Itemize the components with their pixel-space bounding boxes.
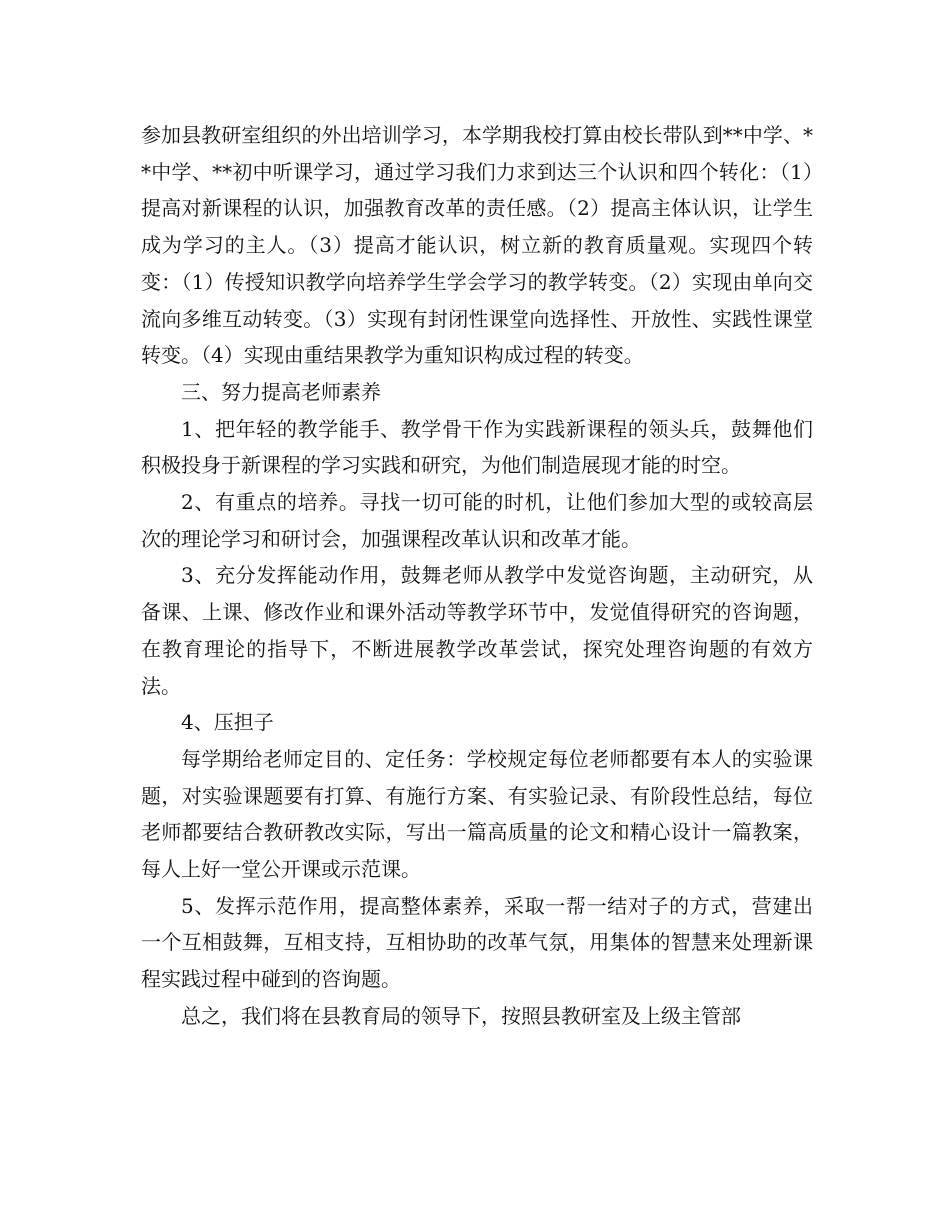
paragraph-conclusion: 总之，我们将在县教育局的领导下，按照县教研室及上级主管部 — [181, 1003, 741, 1028]
paragraph-item-2: 2、有重点的培养。寻找一切可能的时机，让他们参加大型的或较高层次的理论学习和研讨会，加强课程改革认识和改革才能。 — [141, 490, 813, 551]
paragraph-item-5: 5、发挥示范作用，提高整体素养，采取一帮一结对子的方式，营建出一个互相鼓舞，互相支持，互相协助的改革气氛，用集体的智慧来处理新课程实践过程中碰到的咨询题。 — [141, 893, 813, 992]
paragraph-training-goals: 参加县教研室组织的外出培训学习，本学期我校打算由校长带队到**中学、**中学、**初中听课学习，通过学习我们力求到达三个认识和四个转化：（1）提高对新课程的认识，加强教育改革的责任感。（2）提高主体认识，让学生成为学习的主人。（3）提高才能认识，树立新的教育质量观。实现四个转变：（1）传授知识教学向培养学生学会学习的教学转变。（2）实现由单向交流向多维互动转变。（3）实现有封闭性课堂向选择性、开放性、实践性课堂转变。（4）实现由重结果教学为重知识构成过程的转变。 — [141, 123, 813, 368]
paragraph-item-1: 1、把年轻的教学能手、教学骨干作为实践新课程的领头兵，鼓舞他们积极投身于新课程的学习实践和研究，为他们制造展现才能的时空。 — [141, 416, 813, 478]
paragraph-item-3: 3、充分发挥能动作用，鼓舞老师从教学中发觉咨询题，主动研究，从备课、上课、修改作业和课外活动等教学环节中，发觉值得研究的咨询题，在教育理论的指导下，不断进展教学改革尝试，探究处理咨询题的有效方法。 — [141, 563, 813, 698]
document-body — [141, 117, 813, 1035]
paragraph-item-4-heading: 4、压担子 — [181, 710, 274, 735]
section-heading-teacher-quality: 三、努力提高老师素养 — [181, 379, 381, 404]
paragraph-item-4-body: 每学期给老师定目的、定任务：学校规定每位老师都要有本人的实验课题，对实验课题要有打算、有施行方案、有实验记录、有阶段性总结，每位老师都要结合教研教改实际，写出一篇高质量的论文和精心设计一篇教案，每人上好一堂公开课或示范课。 — [141, 746, 813, 882]
